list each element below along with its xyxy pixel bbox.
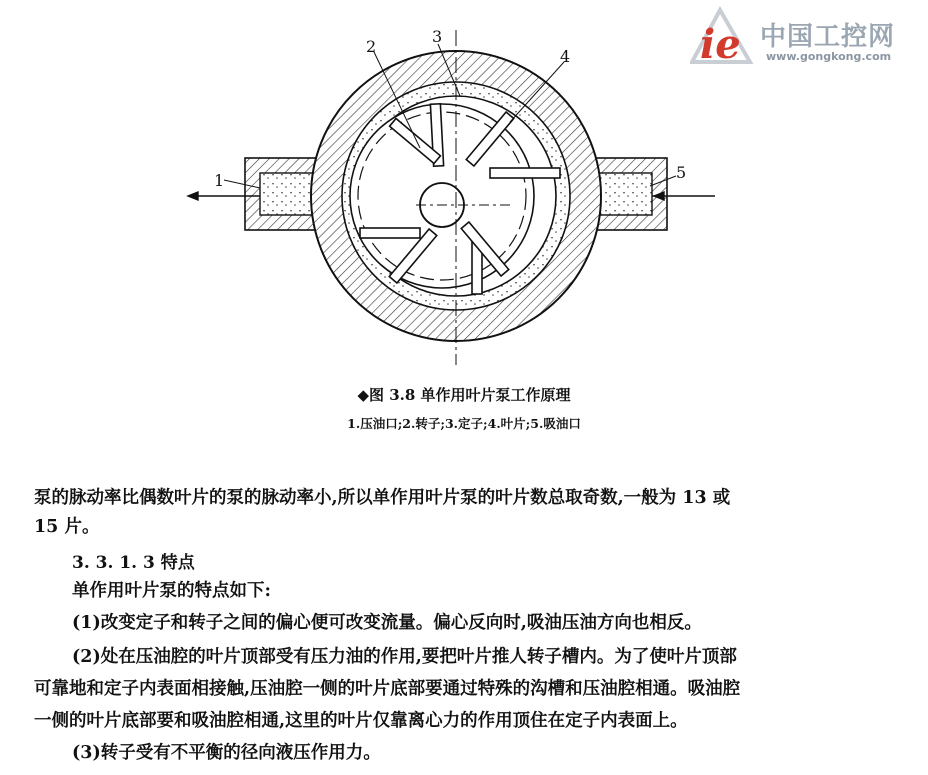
section-heading: 3. 3. 1. 3 特点 <box>72 553 195 573</box>
figure-caption: ◆图 3.8 单作用叶片泵工作原理 <box>357 386 571 404</box>
gongkong-logo-icon <box>690 4 760 70</box>
label-2: 2 <box>366 37 377 56</box>
item-2-line-3: 一侧的叶片底部要和吸油腔相通,这里的叶片仅靠离心力的作用顶住在定子内表面上。 <box>34 711 688 731</box>
item-3: (3)转子受有不平衡的径向液压作用力。 <box>72 743 381 763</box>
watermark-title: 中国工控网 <box>760 22 896 52</box>
item-2-line-1: (2)处在压油腔的叶片顶部受有压力油的作用,要把叶片推人转子槽内。为了使叶片顶部 <box>72 647 737 667</box>
paragraph-line-2: 15 片。 <box>34 517 100 537</box>
figure-legend: 1.压油口;2.转子;3.定子;4.叶片;5.吸油口 <box>347 416 581 431</box>
paragraph-line-1: 泵的脉动率比偶数叶片的泵的脉动率小,所以单作用叶片泵的叶片数总取奇数,一般为 13 或 <box>34 488 731 508</box>
label-1: 1 <box>214 171 225 190</box>
gongkong-watermark <box>690 4 926 74</box>
watermark-url: www.gongkong.com <box>766 50 892 63</box>
label-5: 5 <box>676 163 687 182</box>
vane-pump-diagram <box>180 0 720 380</box>
item-2-line-2: 可靠地和定子内表面相接触,压油腔一侧的叶片底部要通过特殊的沟槽和压油腔相通。吸油腔 <box>34 679 741 699</box>
intro-line: 单作用叶片泵的特点如下: <box>72 581 271 601</box>
label-3: 3 <box>432 27 443 46</box>
svg-text:ie: ie <box>700 21 741 68</box>
item-1: (1)改变定子和转子之间的偏心便可改变流量。偏心反向时,吸油压油方向也相反。 <box>72 613 702 633</box>
label-4: 4 <box>560 47 571 66</box>
